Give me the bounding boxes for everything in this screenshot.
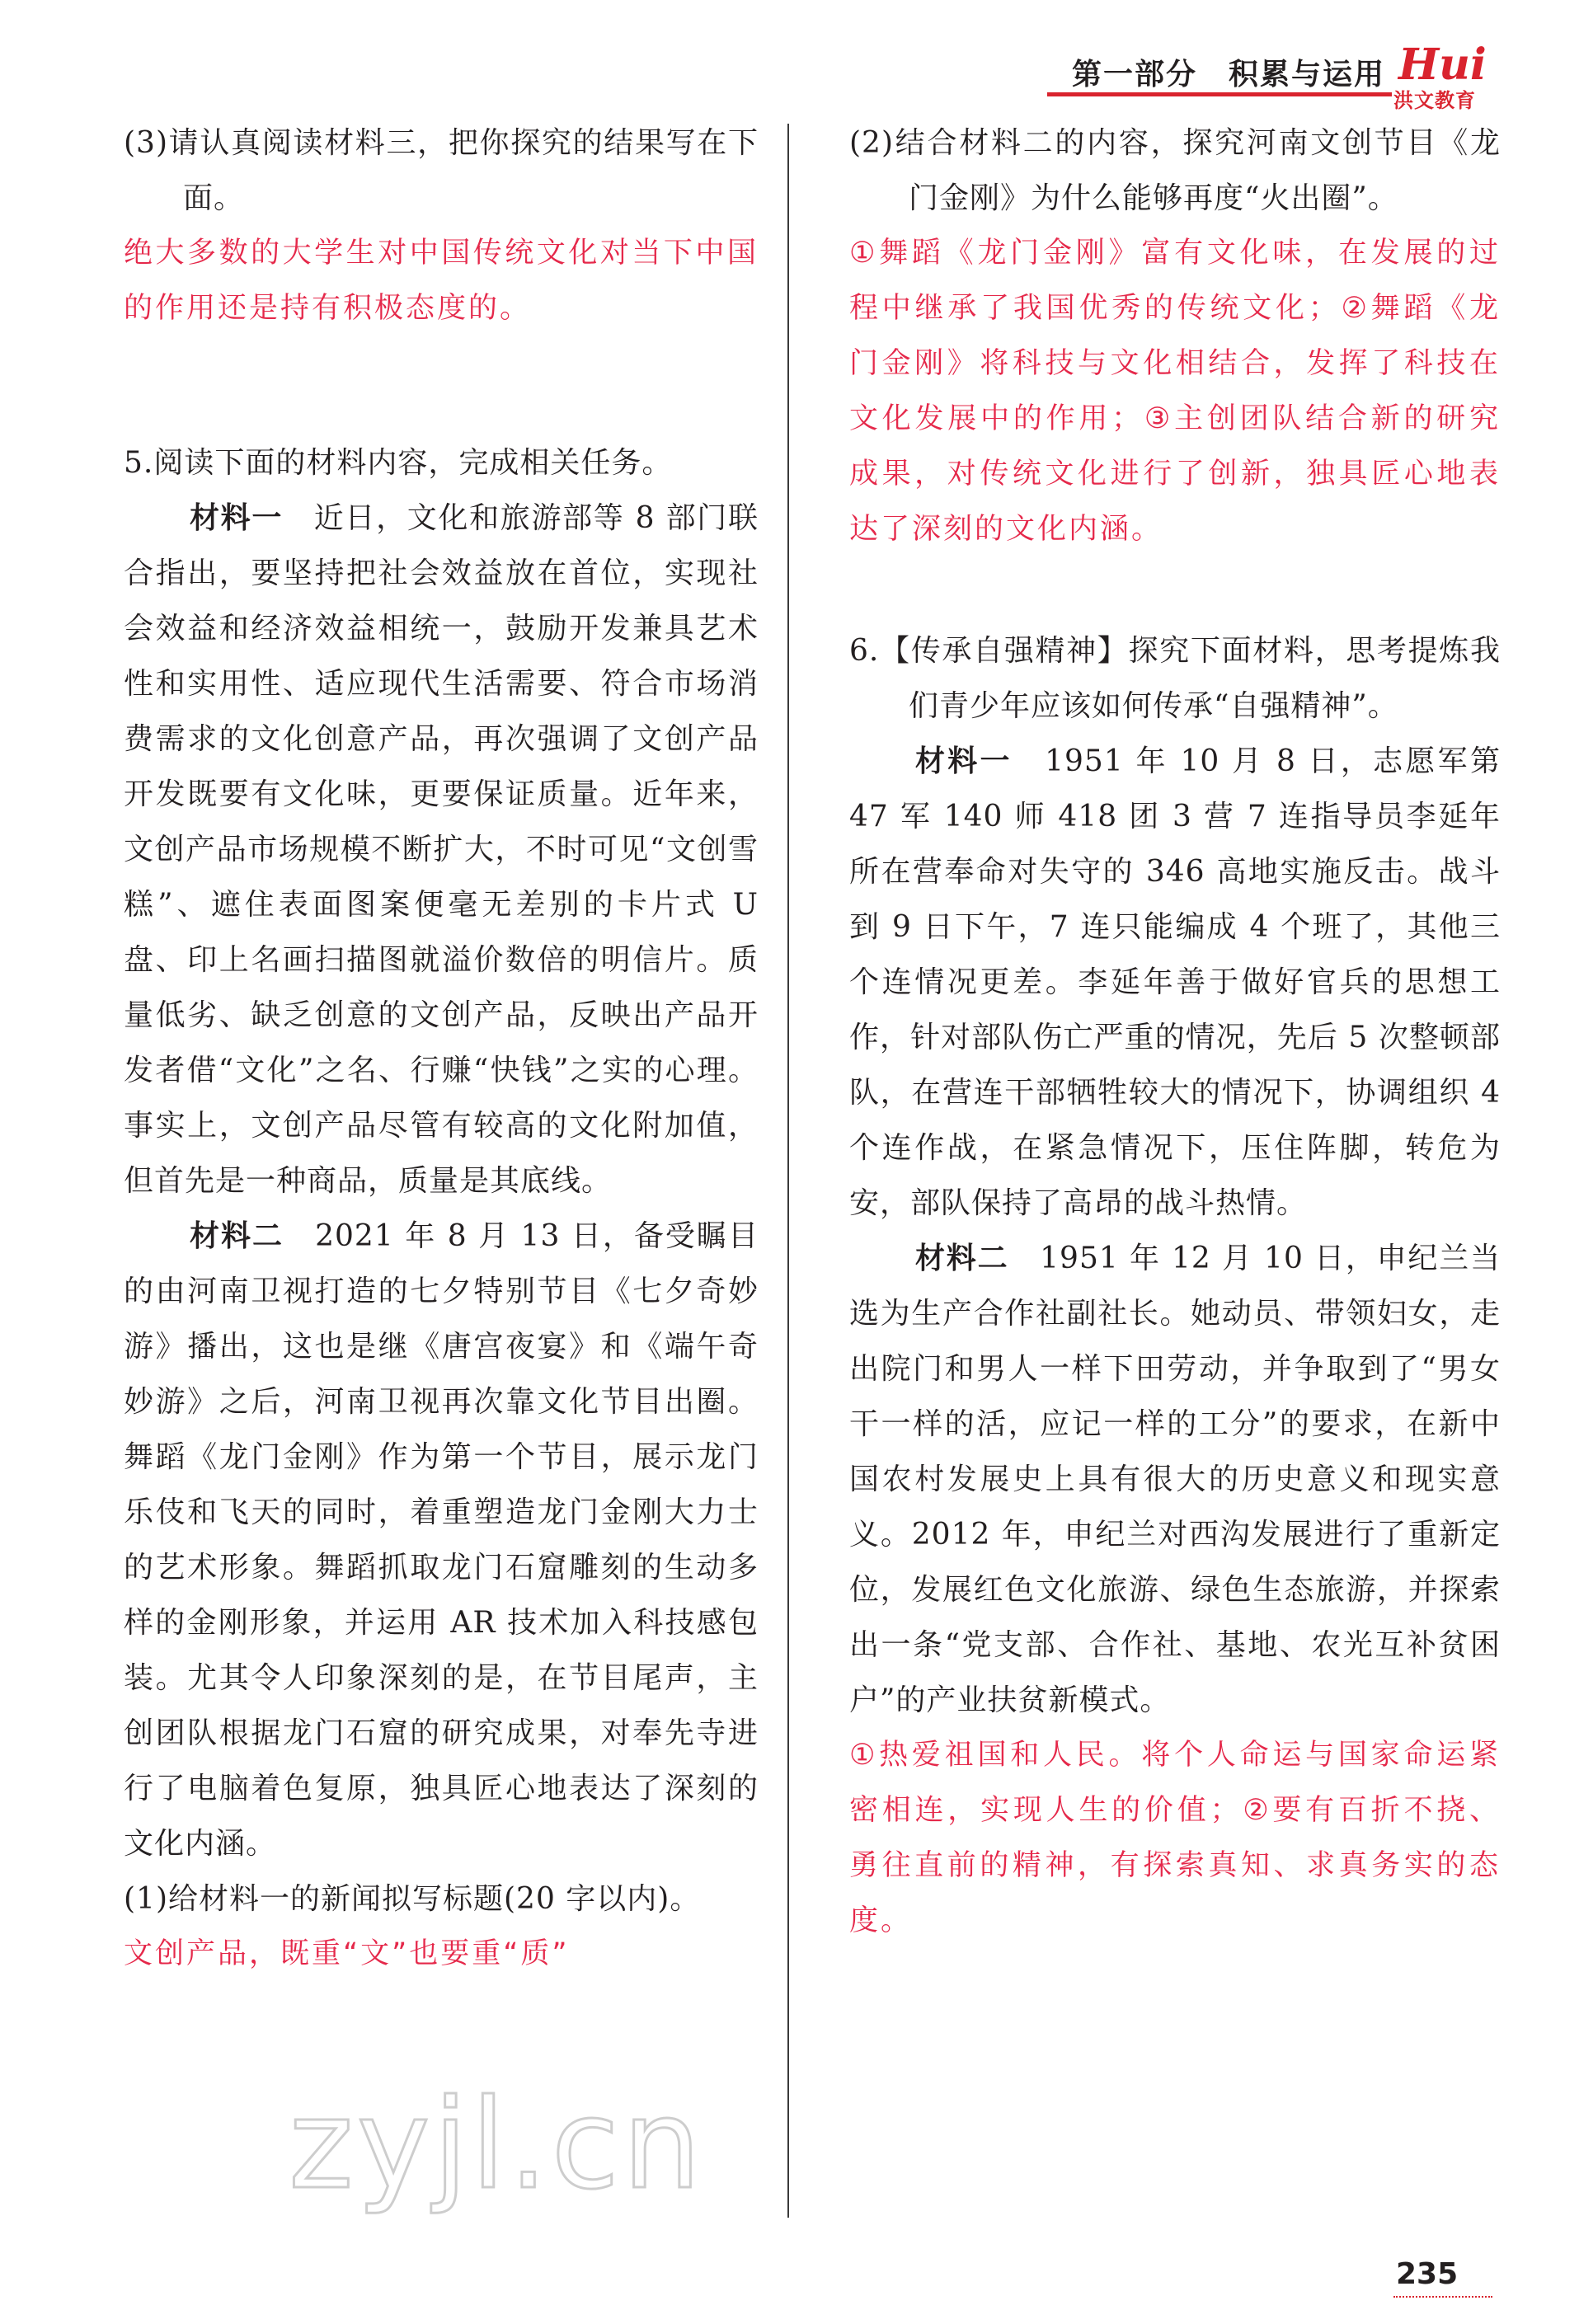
q1-answer: 文创产品，既重“文”也要重“质” [124,1937,570,1970]
q6-answer: ①热爱祖国和人民。将个人命运与国家命运紧密相连，实现人生的价值；②要有百折不挠、勇往直前的精神，有探索真知、求真务实的态度。 [849,1739,1501,1937]
material-label: 材料一 [190,500,284,535]
right-column [849,115,1501,1949]
q5-material-2 [124,1209,759,1871]
q3-answer: 绝大多数的大学生对中国传统文化对当下中国的作用还是持有积极态度的。 [124,237,759,325]
q2-answer: ①舞蹈《龙门金刚》富有文化味，在发展的过程中继承了我国优秀的传统文化；②舞蹈《龙门金刚》将科技与文化相结合，发挥了科技在文化发展中的作用；③主创团队结合新的研究成果，对传统文化进行了创新，独具匠心地表达了深刻的文化内涵。 [849,237,1501,546]
q5-material-1 [124,491,759,1209]
page-number-rule [1393,2296,1492,2298]
q1-prompt: (1)给材料一的新闻拟写标题(20 字以内)。 [124,1882,701,1916]
q2-prompt: (2)结合材料二的内容，探究河南文创节目《龙门金刚》为什么能够再度“火出圈”。 [849,126,1501,215]
logo-text: 洪文教育 [1393,89,1476,112]
publisher-logo [1393,40,1487,112]
q6-material-2 [849,1231,1501,1728]
q3-prompt: (3)请认真阅读材料三，把你探究的结果写在下面。 [124,126,759,215]
column-divider [787,124,789,2218]
material-label: 材料二 [915,1241,1009,1275]
material-label: 材料二 [190,1218,284,1253]
q6-material-1 [849,734,1501,1231]
material-text: 1951 年 10 月 8 日，志愿军第 47 军 140 师 418 团 3 营 7 连指导员李延年所在营奉命对失守的 346 高地实施反击。战斗到 9 日下午，7 连只能编成 4 个班了，其他三个连情况更差。李延年善于做好官兵的思想工作，针对部队伤亡严重的情况，先后 5 次整顿部队，在营连干部牺牲较大的情况下，协调组织 4 个连作战，在紧急情况下，压住阵脚，转危为安，部队保持了高昂的战斗热情。 [849,744,1501,1220]
page-number: 235 [1396,2257,1459,2291]
header-rule [1047,92,1392,96]
page-header [1047,40,1487,112]
material-text: 近日，文化和旅游部等 8 部门联合指出，要坚持把社会效益放在首位，实现社会效益和经济效益相统一，鼓励开发兼具艺术性和实用性、适应现代生活需要、符合市场消费需求的文化创意产品，再次强调了文创产品开发既要有文化味，更要保证质量。近年来，文创产品市场规模不断扩大，不时可见“文创雪糕”、遮住表面图案便毫无差别的卡片式 U 盘、印上名画扫描图就溢价数倍的明信片。质量低劣、缺乏创意的文创产品，反映出产品开发者借“文化”之名、行赚“快钱”之实的心理。事实上，文创产品尽管有较高的文化附加值，但首先是一种商品，质量是其底线。 [124,501,759,1198]
material-label: 材料一 [915,744,1013,778]
q6-title: 6.【传承自强精神】探究下面材料，思考提炼我们青少年应该如何传承“自强精神”。 [849,634,1501,723]
left-column [124,115,759,1982]
material-text: 2021 年 8 月 13 日，备受瞩目的由河南卫视打造的七夕特别节目《七夕奇妙游》播出，这也是继《唐宫夜宴》和《端午奇妙游》之后，河南卫视再次靠文化节目出圈。舞蹈《龙门金刚》作为第一个节目，展示龙门乐伎和飞天的同时，着重塑造龙门金刚大力士的艺术形象。舞蹈抓取龙门石窟雕刻的生动多样的金刚形象，并运用 AR 技术加入科技感包装。尤其令人印象深刻的是，在节目尾声，主创团队根据龙门石窟的研究成果，对奉先寺进行了电脑着色复原，独具匠心地表达了深刻的文化内涵。 [124,1219,759,1861]
logo-mark: Hui [1398,40,1487,90]
material-text: 1951 年 12 月 10 日，申纪兰当选为生产合作社副社长。她动员、带领妇女，走出院门和男人一样下田劳动，并争取到了“男女干一样的活，应记一样的工分”的要求，在新中国农村发展史上具有很大的历史意义和现实意义。2012 年，申纪兰对西沟发展进行了重新定位，发展红色文化旅游、绿色生态旅游，并探索出一条“党支部、合作社、基地、农光互补贫困户”的产业扶贫新模式。 [849,1242,1501,1717]
section-title: 第一部分 积累与运用 [1072,58,1386,92]
watermark: zyjl.cn [289,2073,705,2217]
q5-title: 5.阅读下面的材料内容，完成相关任务。 [124,446,673,480]
